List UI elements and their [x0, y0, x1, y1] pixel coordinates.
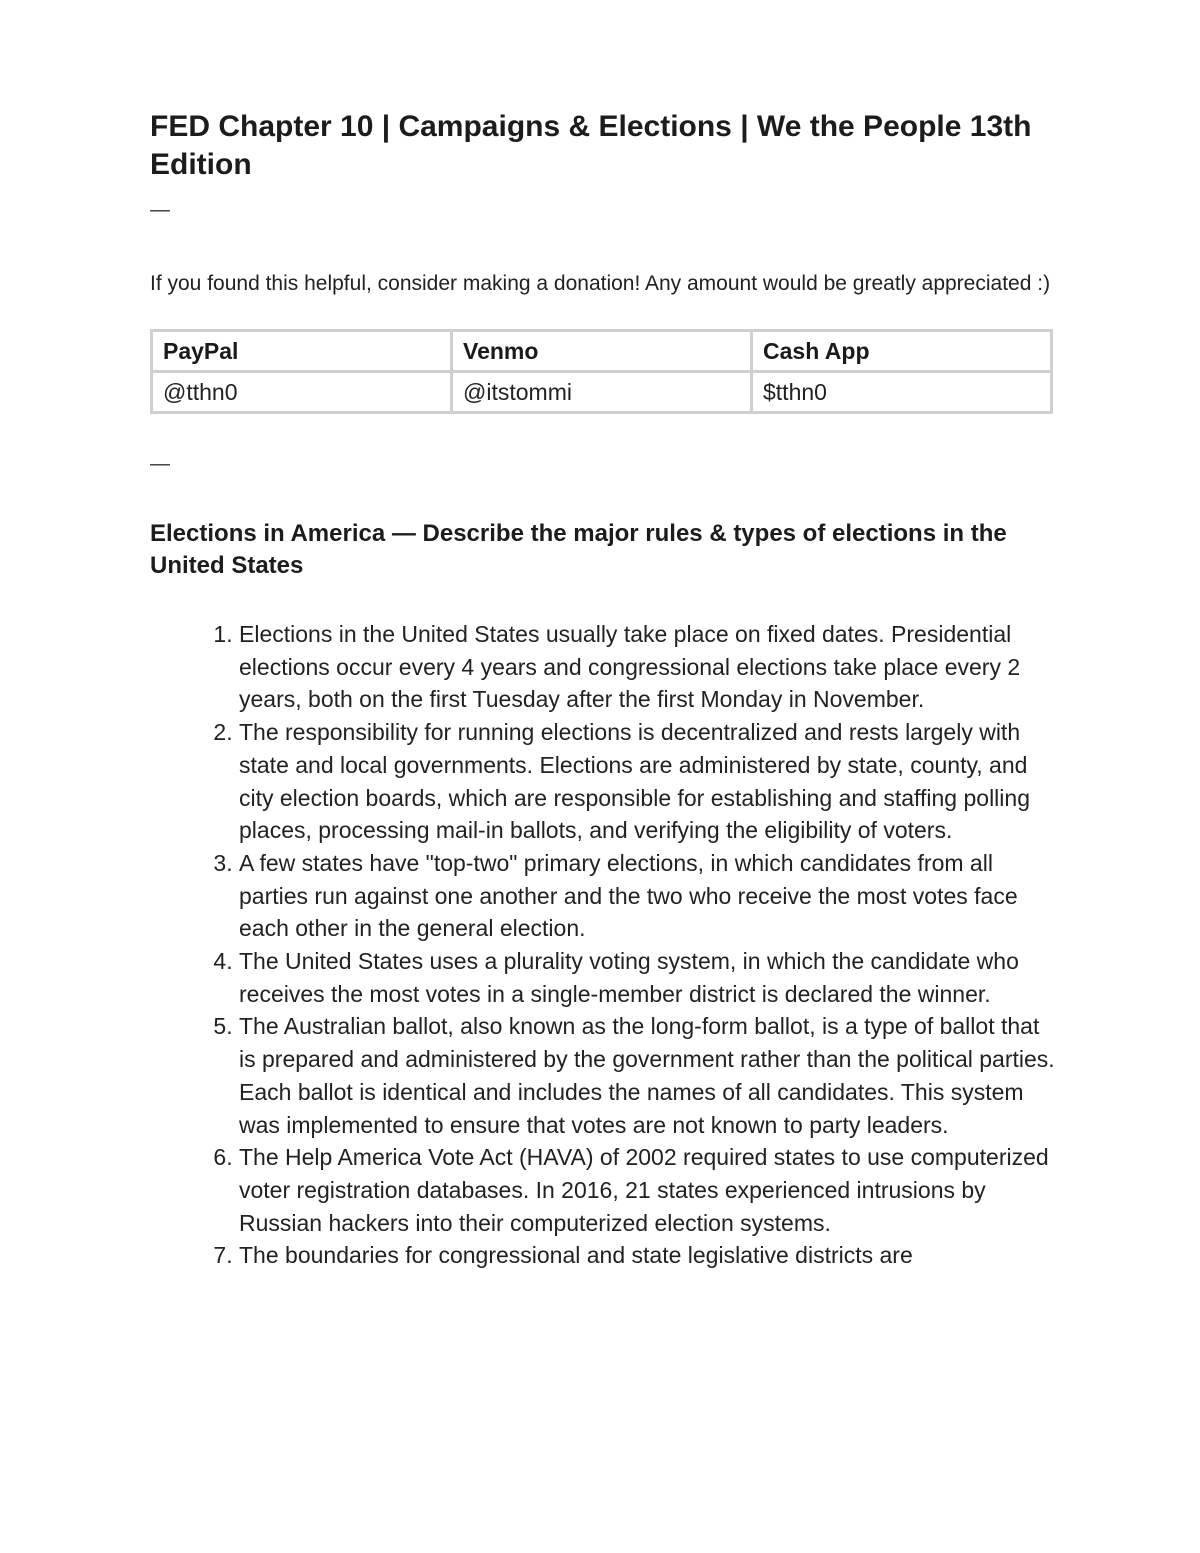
- list-item: 1. Elections in the United States usually take place on fixed dates. Presidential elections occur every 4 years and congressional elections take place every 2 years, both on the first Tuesday after the first Monday in November.: [239, 618, 1055, 716]
- table-row: [152, 372, 1052, 413]
- paypal-handle: @tthn0: [152, 372, 452, 413]
- list-item: 4. The United States uses a plurality voting system, in which the candidate who receives the most votes in a single-member district is declared the winner.: [239, 945, 1055, 1010]
- donation-message: If you found this helpful, consider making a donation! Any amount would be greatly appreciated :): [150, 272, 1051, 295]
- table-header-venmo: Venmo: [452, 331, 752, 372]
- table-header-row: [152, 331, 1052, 372]
- list-item: 2. The responsibility for running elections is decentralized and rests largely with state and local governments. Elections are administered by state, county, and city election boards, which are responsible for establishing and staffing polling places, processing mail-in ballots, and verifying the eligibility of voters.: [239, 716, 1055, 847]
- table-header-paypal: PayPal: [152, 331, 452, 372]
- list-item: 6. The Help America Vote Act (HAVA) of 2002 required states to use computerized voter registration databases. In 2016, 21 states experienced intrusions by Russian hackers into their computerized election systems.: [239, 1141, 1055, 1239]
- list-item: 7. The boundaries for congressional and state legislative districts are: [239, 1239, 1055, 1272]
- numbered-list: [150, 618, 1055, 1272]
- document-title: FED Chapter 10 | Campaigns & Elections | We the People 13th Edition: [150, 110, 1032, 181]
- separator: —: [150, 453, 170, 475]
- separator: —: [150, 199, 170, 221]
- section-heading: Elections in America — Describe the major rules & types of elections in the United States: [150, 520, 1007, 579]
- document-page: [150, 108, 1055, 1272]
- donation-table: [150, 329, 1053, 414]
- cash-app-handle: $tthn0: [752, 372, 1052, 413]
- table-header-cash-app: Cash App: [752, 331, 1052, 372]
- venmo-handle: @itstommi: [452, 372, 752, 413]
- list-item: 5. The Australian ballot, also known as the long-form ballot, is a type of ballot that is prepared and administered by the government rather than the political parties. Each ballot is identical and includes the names of all candidates. This system was implemented to ensure that votes are not known to party leaders.: [239, 1010, 1055, 1141]
- list-item: 3. A few states have "top-two" primary elections, in which candidates from all parties run against one another and the two who receive the most votes face each other in the general election.: [239, 847, 1055, 945]
